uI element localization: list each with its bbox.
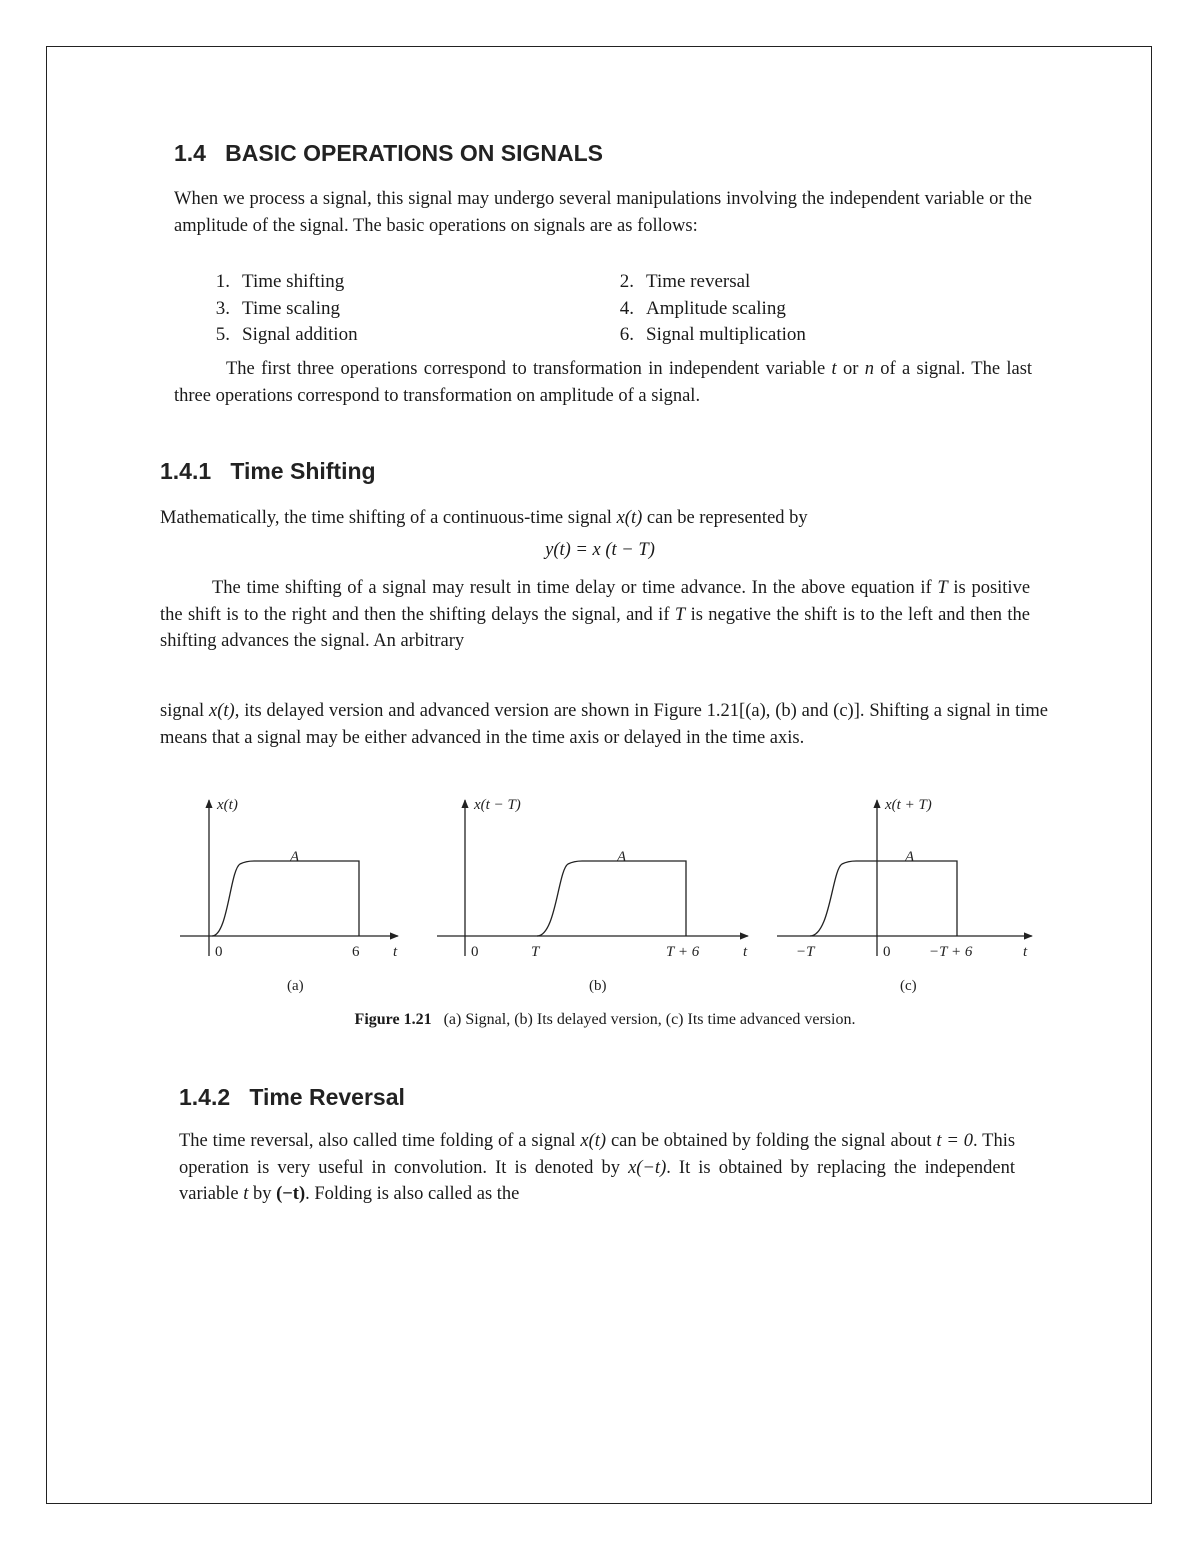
panel-c-signal (777, 800, 1032, 956)
panel-a-t-label: t (393, 944, 398, 960)
figure-caption: Figure 1.21 (a) Signal, (b) Its delayed version, (c) Its time advanced version. (354, 1011, 856, 1028)
panel-b-ylabel: x(t − T) (474, 797, 521, 813)
panel-a-amplitude-label: A (290, 849, 300, 865)
list-item: 2. Time reversal (619, 271, 751, 292)
panel-b-sublabel: (b) (589, 978, 607, 994)
panel-c-pulse (810, 861, 957, 936)
list-item: 6. Signal multiplication (619, 324, 806, 345)
panel-b-start-label: T (531, 944, 540, 960)
subsection-title-time-reversal: 1.4.2 Time Reversal (179, 1084, 405, 1110)
list-item: 1. Time shifting (215, 271, 345, 292)
figure-1-21 (0, 790, 1200, 1010)
panel-a-end-label: 6 (352, 944, 360, 960)
list-item: 4. Amplitude scaling (619, 297, 786, 319)
panel-a-sublabel: (a) (287, 978, 304, 994)
section-intro: When we process a signal, this signal may undergo several manipulations involving the independent variable or the amplitude of the signal. The basic operations on signals are as follows: (174, 189, 1032, 236)
time-shifting-lead: Mathematically, the time shifting of a continuous-time signal x(t) can be represented by (160, 508, 808, 528)
panel-a-origin-label: 0 (215, 944, 223, 960)
panel-b-pulse (537, 861, 686, 936)
panel-b-amplitude-label: A (617, 849, 627, 865)
equation: y(t) = x (t − T) (545, 540, 655, 560)
time-shifting-paragraph-2: signal x(t), its delayed version and advanced version are shown in Figure 1.21[(a), (b) and (c)]. Shifting a signal in time means that a signal may be either advanced in the time axis or delayed in the time axis. (160, 701, 1048, 748)
panel-b-end-label: T + 6 (666, 944, 700, 960)
panel-b-signal (437, 800, 748, 956)
panel-c-sublabel: (c) (900, 978, 917, 994)
panel-c-t-label: t (1023, 944, 1028, 960)
list-item: 5. Signal addition (215, 324, 358, 345)
panel-c-start-label: −T (796, 944, 815, 960)
section-title: 1.4 BASIC OPERATIONS ON SIGNALS (174, 140, 603, 166)
list-item: 3. Time scaling (215, 297, 340, 319)
section-summary: The first three operations correspond to transformation in independent variable t or n of a signal. The last three operations correspond to transformation on amplitude of a signal. (174, 359, 1033, 406)
panel-c-amplitude-label: A (905, 849, 915, 865)
panel-b-origin-label: 0 (471, 944, 479, 960)
panel-b-t-label: t (743, 944, 748, 960)
panel-c-ylabel: x(t + T) (885, 797, 932, 813)
panel-c-end-label: −T + 6 (929, 944, 973, 960)
panel-c-origin-label: 0 (883, 944, 891, 960)
panel-a-ylabel: x(t) (217, 797, 238, 813)
time-shifting-paragraph-1: The time shifting of a signal may result in time delay or time advance. In the above equation if T is positive the shift is to the right and then the shifting delays the signal, and if T is negative the shift is to the left and then the shifting advances the signal. An arbitrary (160, 578, 1031, 651)
time-reversal-paragraph: The time reversal, also called time folding of a signal x(t) can be obtained by folding the signal about t = 0. This operation is very useful in convolution. It is denoted by x(−t). It is obtained by replacing the independent variable t by (−t). Folding is also called as the (179, 1131, 1016, 1204)
panel-a-signal (180, 800, 398, 956)
panel-a-pulse (212, 861, 359, 936)
subsection-title-time-shifting: 1.4.1 Time Shifting (160, 458, 376, 484)
page-border (46, 46, 1152, 1504)
